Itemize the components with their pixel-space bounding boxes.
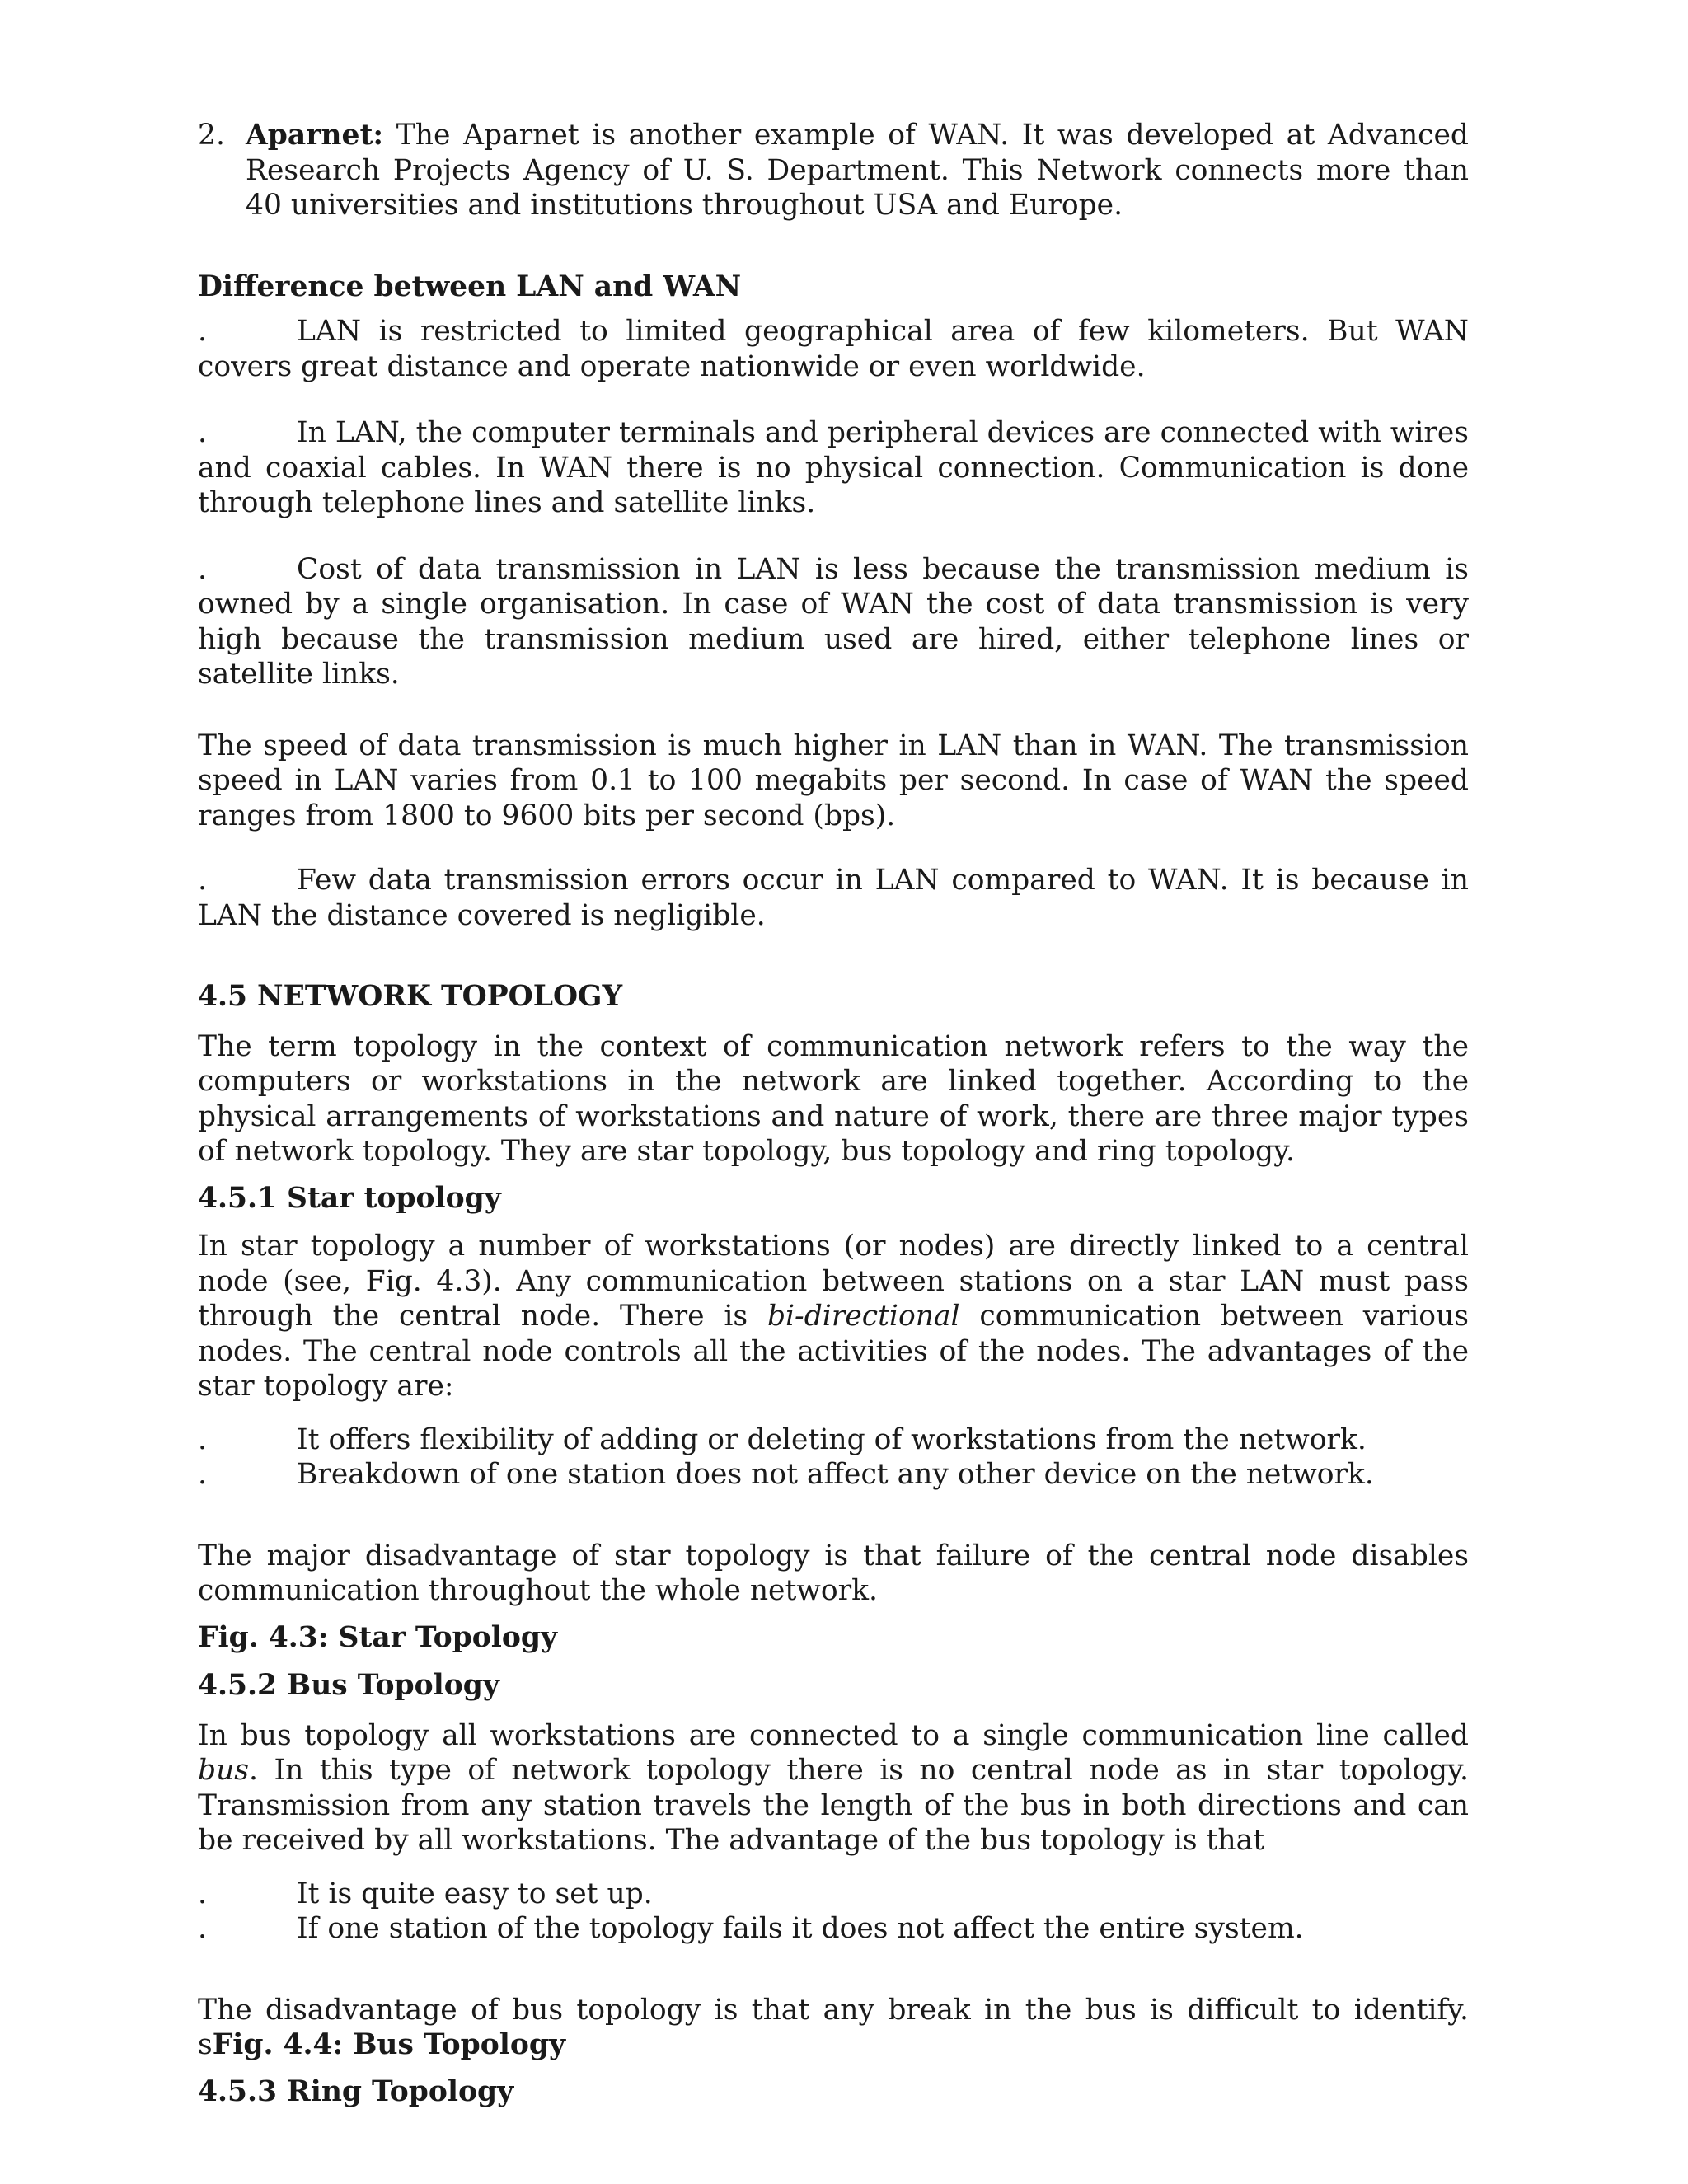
document-page <box>198 118 1469 2109</box>
difference-item-text: In LAN, the computer terminals and peripheral devices are connected with wires and coaxial cables. In WAN there is no physical connection. Communication is done through telephone lines and satellite links. <box>198 416 1469 519</box>
list-number: 2. <box>198 119 225 152</box>
subsection-heading-bus: 4.5.2 Bus Topology <box>198 1669 499 1702</box>
star-paragraph <box>198 1229 1469 1404</box>
bullet-mark: . <box>198 1422 207 1456</box>
bus-paragraph-part: . In this type of network topology there is no central node as in star topology. Transmission from any station travels the length of the bus in both directions and can be received by all workstations. The advantage of the bus topology is that <box>198 1754 1469 1857</box>
topology-intro-paragraph: The term topology in the context of communication network refers to the way the computers or workstations in the network are linked together. According to the physical arrangements of workstations and nature of work, there are three major types of network topology. They are star topology, bus topology and ring topology. <box>198 1029 1469 1168</box>
bus-advantage-text: It is quite easy to set up. <box>297 1877 653 1910</box>
difference-item <box>198 863 1469 933</box>
bullet-mark: . <box>198 416 207 449</box>
star-advantage-text: It offers flexibility of adding or deleting of workstations from the network. <box>297 1422 1367 1456</box>
star-advantage-item <box>198 1422 1469 1458</box>
bullet-mark: . <box>198 864 207 897</box>
subsection-heading-star: 4.5.1 Star topology <box>198 1181 501 1215</box>
bullet-mark: . <box>198 1458 207 1491</box>
figure-caption-bus: Fig. 4.4: Bus Topology <box>212 2028 566 2061</box>
star-advantage-item <box>198 1457 1469 1493</box>
bus-paragraph-italic: bus <box>198 1754 250 1787</box>
aparnet-text <box>246 118 1469 223</box>
bullet-mark: . <box>198 552 207 586</box>
star-disadvantage-paragraph: The major disadvantage of star topology is that failure of the central node disables communication throughout the whole network. <box>198 1539 1469 1607</box>
bus-advantage-text: If one station of the topology fails it does not affect the entire system. <box>297 1912 1304 1945</box>
bus-advantage-item <box>198 1877 1469 1912</box>
difference-item-text: LAN is restricted to limited geographical area of few kilometers. But WAN covers great distance and operate nationwide or even worldwide. <box>198 315 1469 383</box>
aparnet-item <box>198 118 1469 223</box>
star-advantage-text: Breakdown of one station does not affect any other device on the network. <box>297 1458 1374 1491</box>
star-paragraph-italic: bi-directional <box>767 1300 960 1333</box>
figure-caption-star: Fig. 4.3: Star Topology <box>198 1620 558 1654</box>
section-heading-network-topology: 4.5 NETWORK TOPOLOGY <box>198 980 623 1013</box>
subsection-heading-ring: 4.5.3 Ring Topology <box>198 2074 514 2108</box>
difference-item <box>198 552 1469 692</box>
difference-item <box>198 314 1469 384</box>
star-paragraph-part: In star topology a number of workstations (or nodes) are directly linked to a central node (see, Fig. 4.3). Any communication between stations on a star LAN must pass through the central node. There is <box>198 1230 1469 1333</box>
bus-advantage-item <box>198 1911 1469 1947</box>
aparnet-description: The Aparnet is another example of WAN. It was developed at Advanced Research Projects Agency of U. S. Department. This Network connects more than 40 universities and institutions throughout USA and Europe. <box>246 119 1469 222</box>
star-paragraph-part: communication between various nodes. The central node controls all the activities of the nodes. The advantages of the star topology are: <box>198 1300 1470 1403</box>
difference-item-text: Few data transmission errors occur in LAN compared to WAN. It is because in LAN the distance covered is negligible. <box>198 864 1469 932</box>
bus-disadvantage-text: The disadvantage of bus topology is that any break in the bus is difficult to identify. s <box>198 1993 1469 2061</box>
difference-item-text: Cost of data transmission in LAN is less because the transmission medium is owned by a single organisation. In case of WAN the cost of data transmission is very high because the transmission medium used are hired, either telephone lines or satellite links. <box>198 552 1469 691</box>
bullet-mark: . <box>198 1912 207 1945</box>
difference-item <box>198 415 1469 521</box>
bullet-mark: . <box>198 1877 207 1910</box>
aparnet-term: Aparnet: <box>246 119 384 152</box>
speed-paragraph: The speed of data transmission is much higher in LAN than in WAN. The transmission speed in LAN varies from 0.1 to 100 megabits per second. In case of WAN the speed ranges from 1800 to 9600 bits per second (bps). <box>198 729 1469 832</box>
bus-paragraph <box>198 1718 1469 1858</box>
bus-disadvantage-paragraph <box>198 1993 1469 2063</box>
difference-heading: Difference between LAN and WAN <box>198 269 742 303</box>
bullet-mark: . <box>198 315 207 348</box>
bus-paragraph-part: In bus topology all workstations are connected to a single communication line called <box>198 1718 1469 1752</box>
